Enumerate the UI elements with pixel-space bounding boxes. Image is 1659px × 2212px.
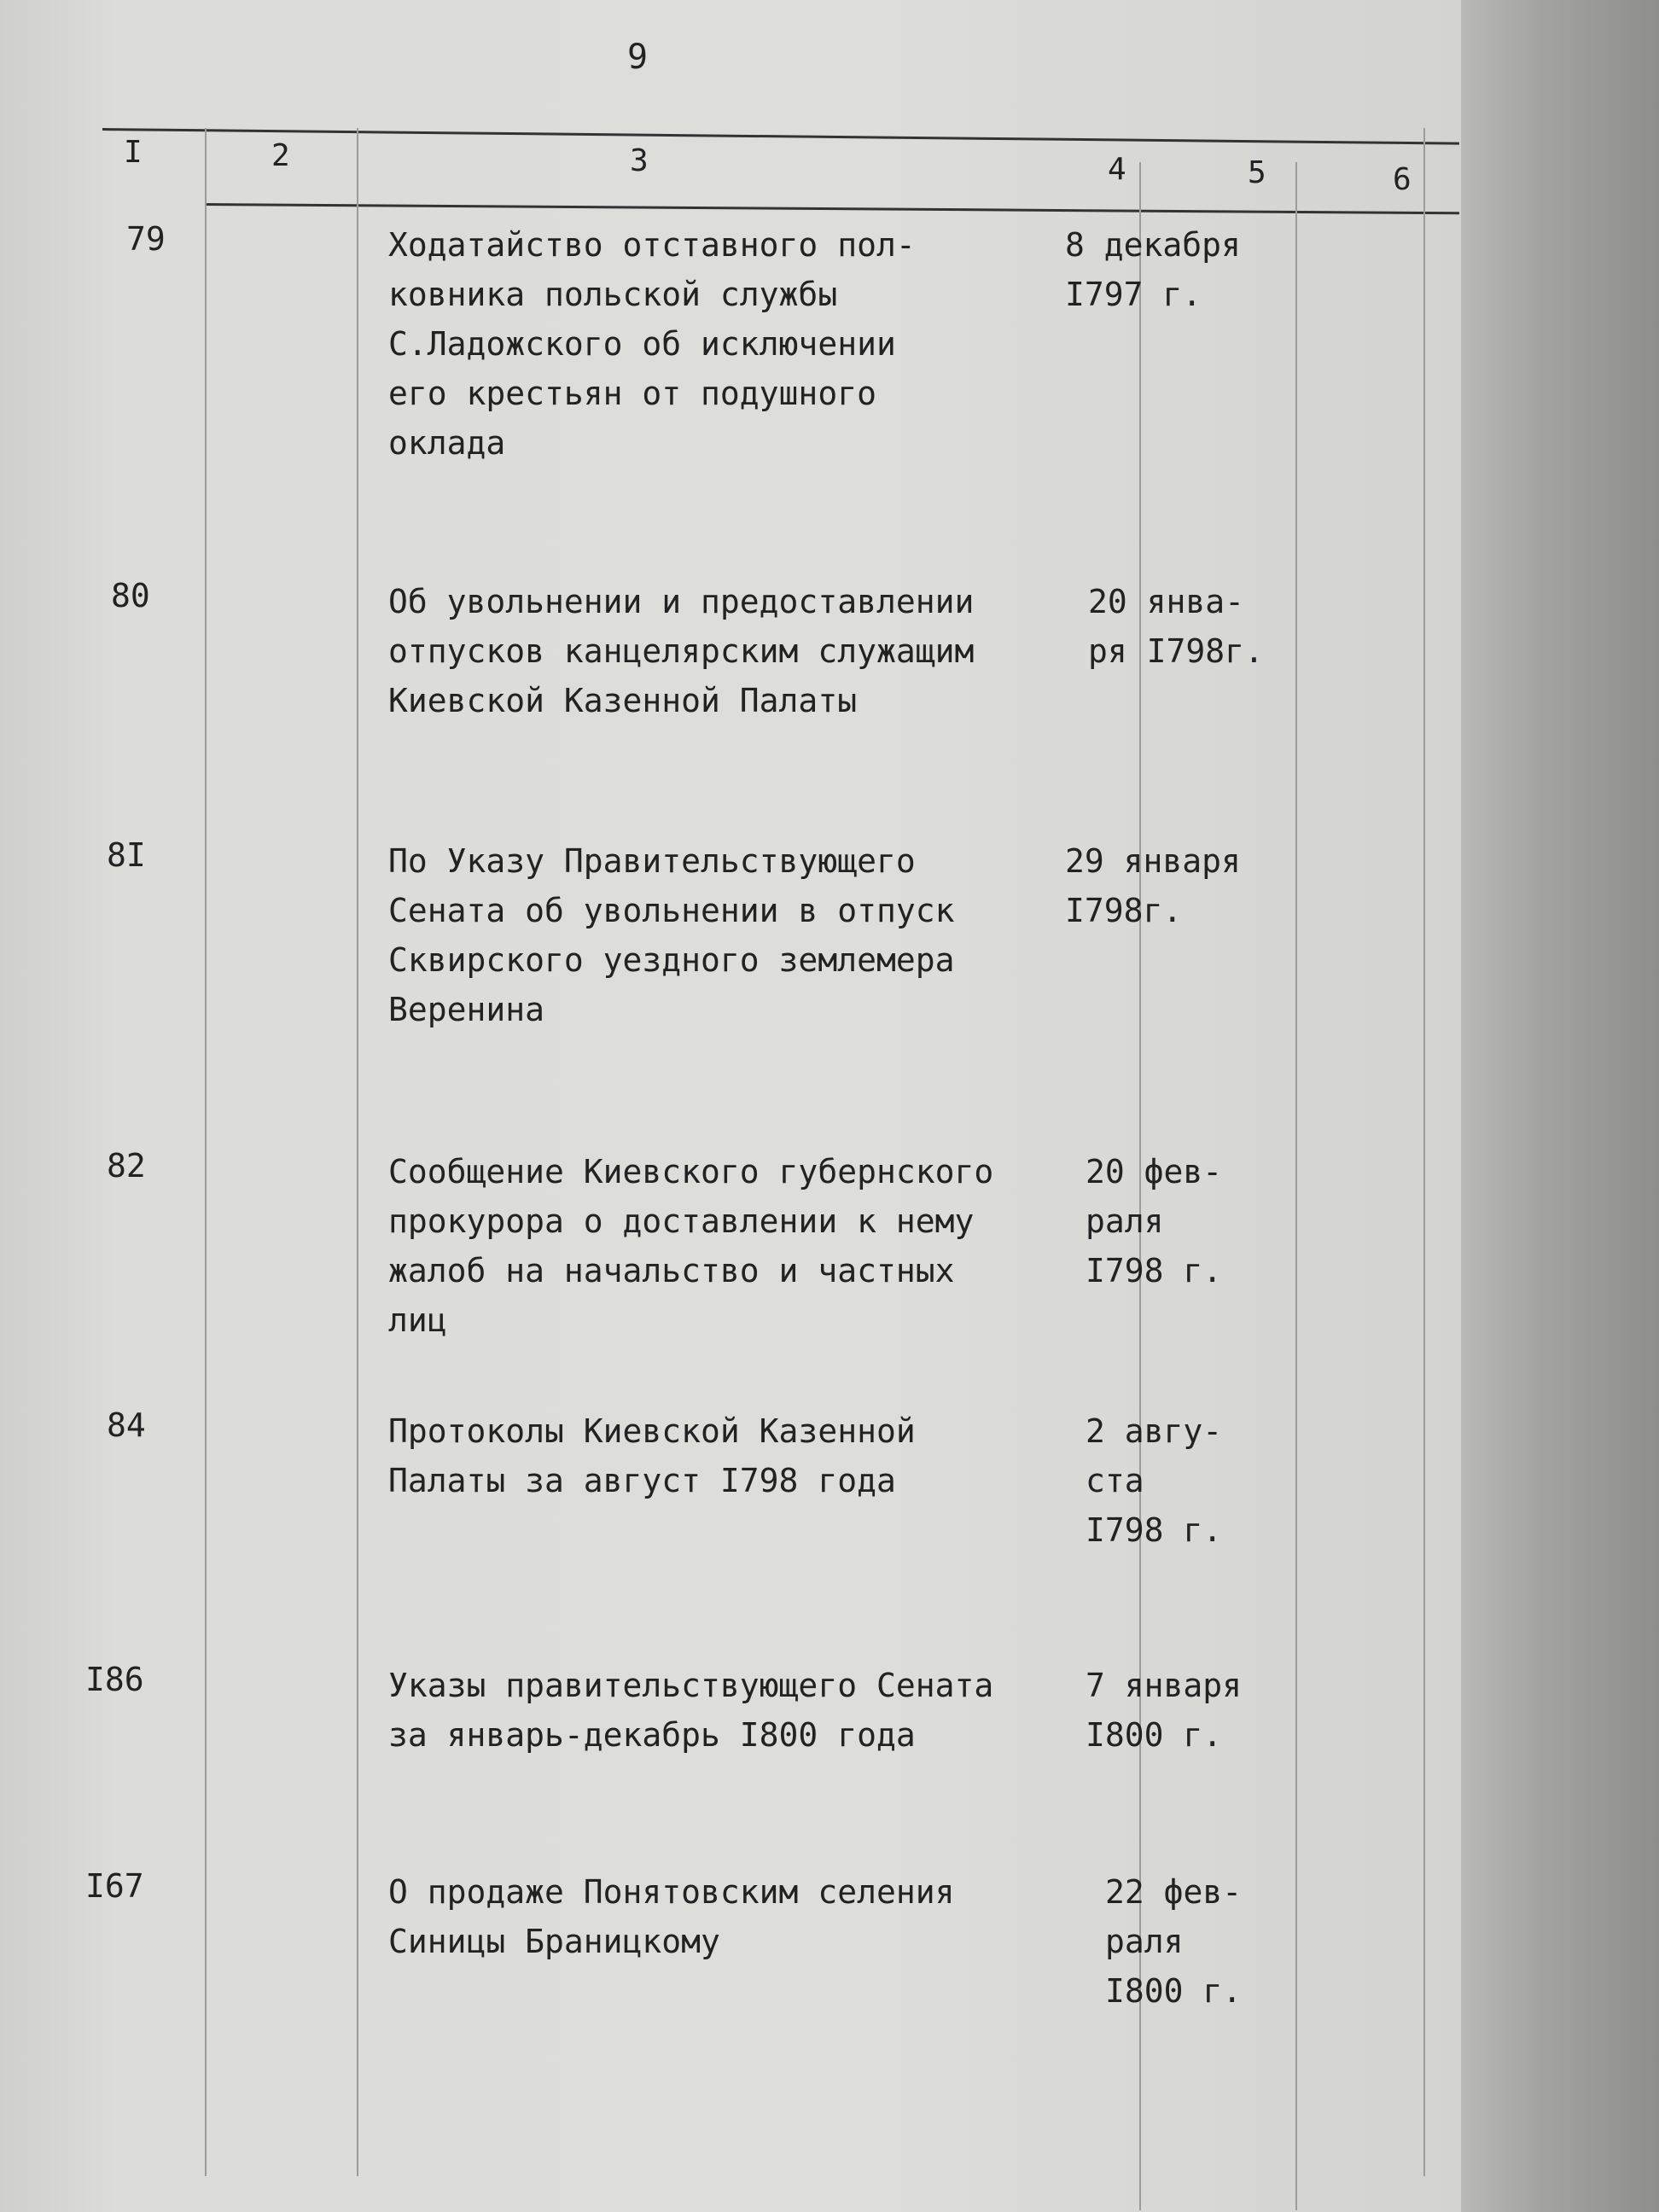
row-number: I67 — [85, 1867, 144, 1905]
row-date: 8 декабря I797 г. — [1065, 226, 1241, 313]
row-title: Сообщение Киевского губернского прокурора о доставлении к нему жалоб на начальство и частных лиц — [388, 1153, 994, 1339]
row-title: О продаже Понятовским селения Синицы Браницкому — [388, 1873, 955, 1960]
row-number: 79 — [126, 220, 166, 258]
row-date: 20 янва- ря I798г. — [1088, 583, 1264, 670]
column-divider — [357, 128, 358, 2176]
row-title: Указы правительствующего Сената за январь-декабрь I800 года — [388, 1667, 994, 1754]
row-title: По Указу Правительствующего Сената об увольнении в отпуск Сквирского уездного землемера Веренина — [388, 842, 955, 1028]
row-date: 22 фев- раля I800 г. — [1105, 1873, 1243, 2010]
column-header-4: 4 — [1108, 152, 1126, 187]
header-bottom-rule — [205, 203, 1459, 214]
header-top-rule — [102, 128, 1459, 145]
column-header-1: I — [124, 135, 143, 170]
row-number: I86 — [85, 1661, 144, 1698]
row-date: 7 января I800 г. — [1086, 1667, 1243, 1754]
row-date: 29 января I798г. — [1065, 842, 1241, 929]
row-number: 84 — [107, 1406, 146, 1444]
row-number: 8I — [107, 836, 146, 874]
page-number: 9 — [627, 38, 650, 77]
column-header-3: 3 — [630, 143, 649, 178]
column-header-6: 6 — [1393, 162, 1412, 197]
row-date: 20 фев- раля I798 г. — [1086, 1153, 1223, 1289]
column-divider — [1423, 128, 1425, 2176]
row-title: Ходатайство отставного пол- ковника польской службы С.Ладожского об исключении его крестьян от подушного оклада — [388, 226, 916, 462]
row-date: 2 авгу- ста I798 г. — [1086, 1412, 1223, 1549]
column-header-5: 5 — [1248, 155, 1266, 190]
row-title: Протоколы Киевской Казенной Палаты за август I798 года — [388, 1412, 916, 1499]
column-header-2: 2 — [271, 138, 290, 173]
row-number: 82 — [107, 1147, 146, 1185]
row-number: 80 — [111, 577, 150, 614]
page-edge-shadow — [1461, 0, 1659, 2212]
row-title: Об увольнении и предоставлении отпусков канцелярским служащим Киевской Казенной Палаты — [388, 583, 975, 719]
